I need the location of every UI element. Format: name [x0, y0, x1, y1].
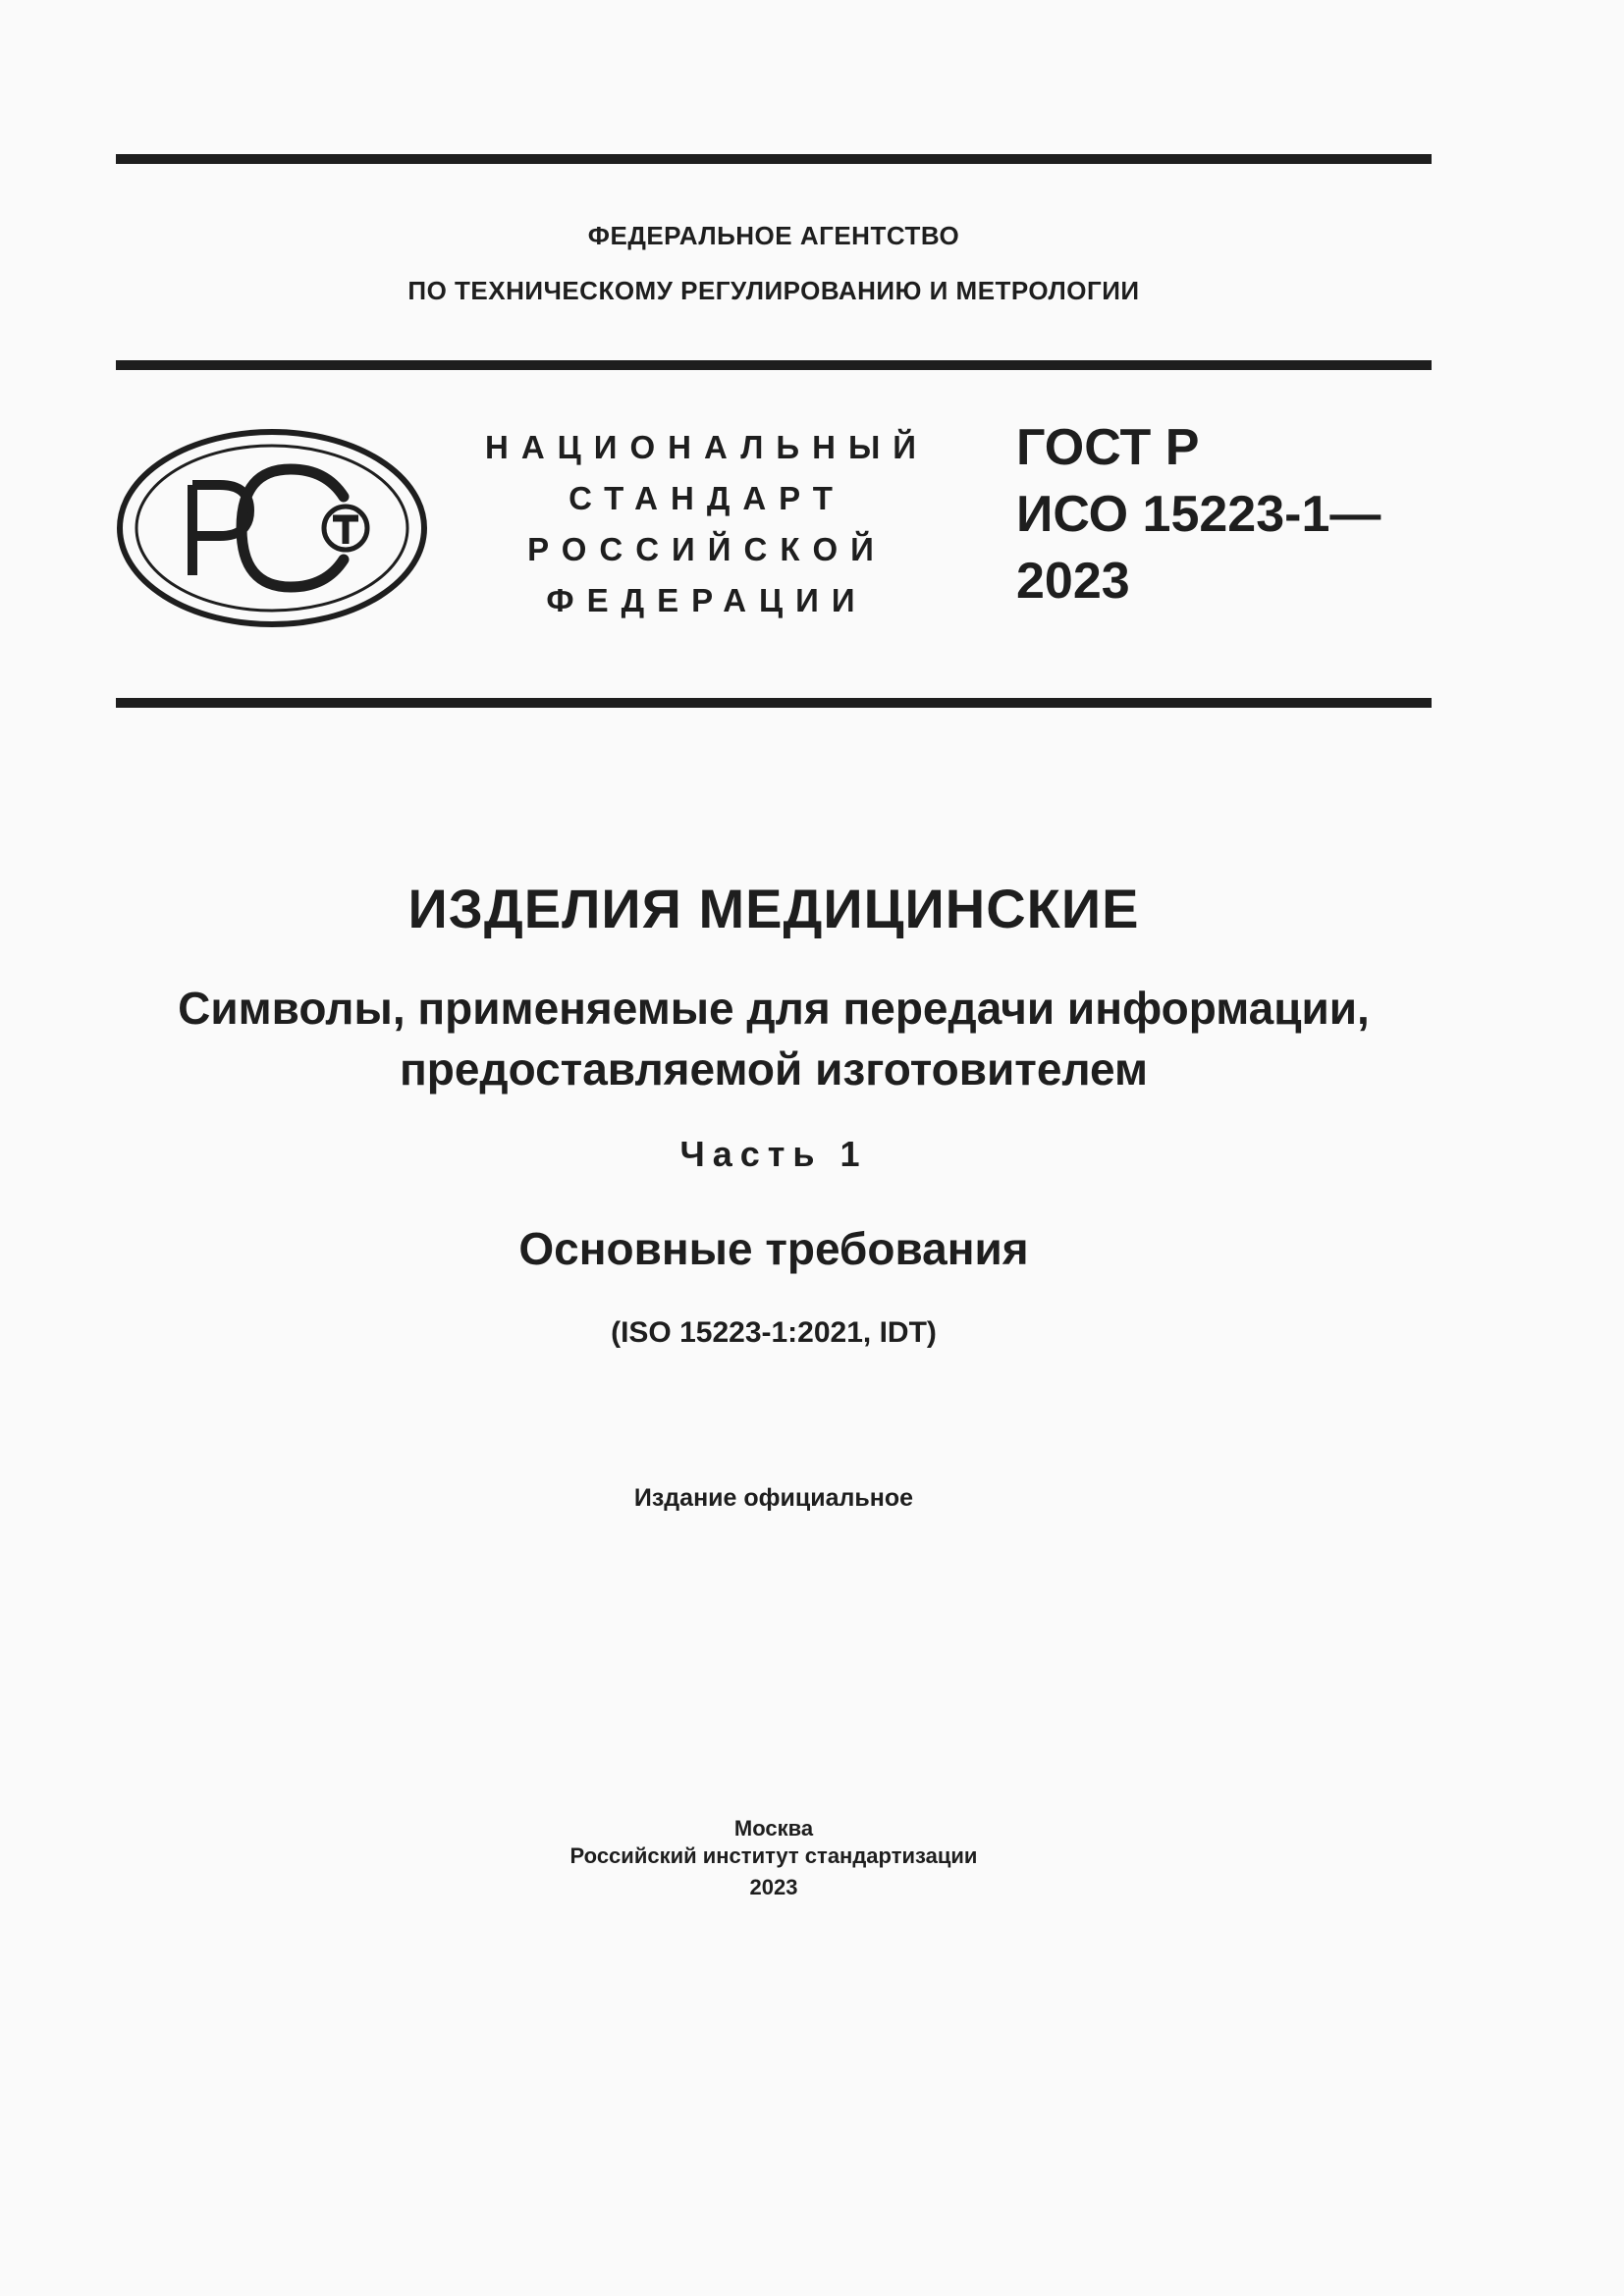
rst-certification-mark-icon — [116, 428, 428, 628]
top-rule — [116, 154, 1432, 164]
designation-line: 2023 — [1016, 553, 1130, 610]
masthead-bottom-rule — [116, 698, 1432, 708]
designation-line: ГОСТ Р — [1016, 419, 1200, 476]
iso-reference: (ISO 15223-1:2021, IDT) — [611, 1316, 937, 1349]
agency-line-1: ФЕДЕРАЛЬНОЕ АГЕНТСТВО — [587, 221, 960, 250]
edition-label: Издание официальное — [633, 1484, 914, 1512]
publisher-city: Москва — [733, 1816, 814, 1841]
agency-line-2: ПО ТЕХНИЧЕСКОМУ РЕГУЛИРОВАНИЮ И МЕТРОЛОГИИ — [407, 276, 1140, 305]
standard-type-line: ФЕДЕРАЦИИ — [546, 582, 868, 618]
part-title: Основные требования — [518, 1223, 1029, 1274]
standard-type-line: РОССИЙСКОЙ — [527, 531, 887, 567]
designation-line: ИСО 15223-1— — [1016, 486, 1381, 543]
standard-type-line: НАЦИОНАЛЬНЫЙ — [485, 429, 929, 465]
document-title: ИЗДЕЛИЯ МЕДИЦИНСКИЕ — [407, 878, 1140, 939]
document-subtitle-line-1: Символы, применяемые для передачи информации, — [178, 983, 1370, 1034]
standard-type — [452, 422, 962, 626]
standard-designation — [1016, 414, 1380, 614]
document-subtitle-line-2: предоставляемой изготовителем — [399, 1043, 1149, 1095]
publication-year: 2023 — [749, 1875, 798, 1899]
standard-type-line: СТАНДАРТ — [568, 480, 845, 516]
publisher-name: Российский институт стандартизации — [569, 1843, 978, 1868]
agency-bottom-rule — [116, 360, 1432, 370]
part-number: Часть 1 — [679, 1134, 868, 1174]
